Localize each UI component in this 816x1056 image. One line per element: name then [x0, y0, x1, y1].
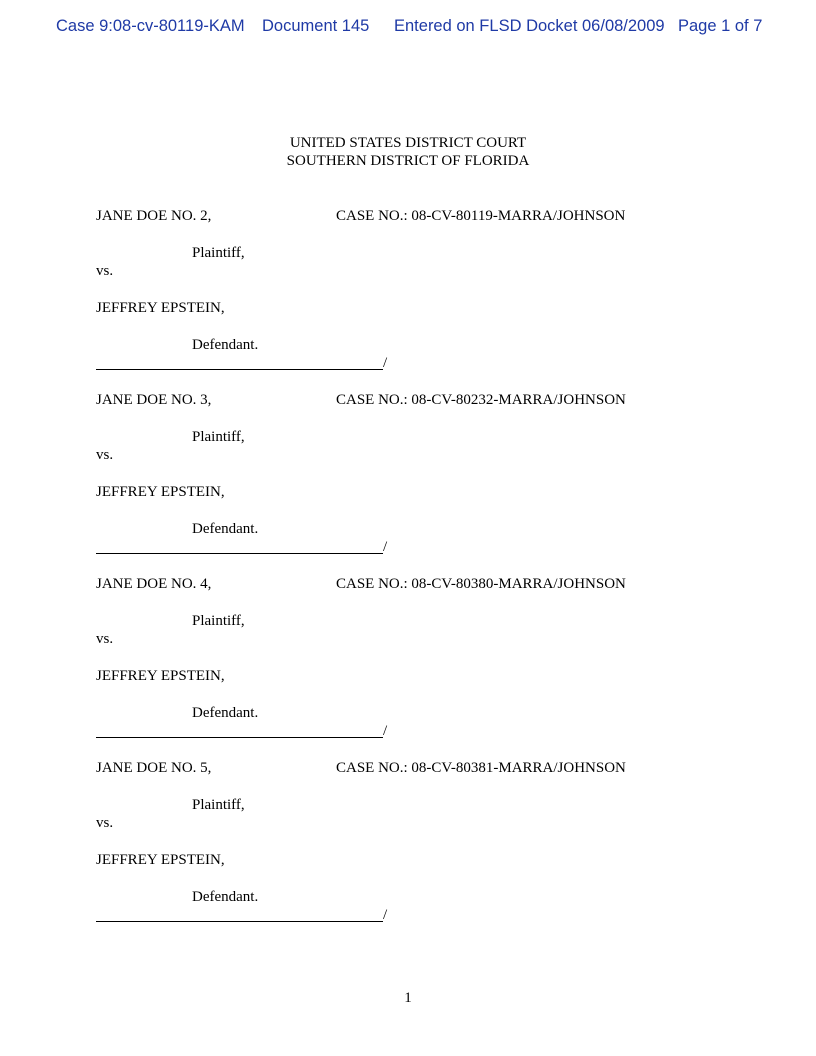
versus-label: vs.: [96, 263, 114, 279]
case-number: CASE NO.: 08-CV-80381-MARRA/JOHNSON: [336, 760, 626, 776]
defendant-name: JEFFREY EPSTEIN,: [96, 852, 225, 868]
defendant-label: Defendant.: [192, 521, 259, 537]
court-name: UNITED STATES DISTRICT COURT: [289, 135, 527, 151]
case-caption: [0, 759, 816, 943]
defendant-name: JEFFREY EPSTEIN,: [96, 668, 225, 684]
case-number: CASE NO.: 08-CV-80119-MARRA/JOHNSON: [336, 208, 626, 224]
caption-slash: /: [383, 723, 388, 739]
versus-label: vs.: [96, 815, 114, 831]
court-district: SOUTHERN DISTRICT OF FLORIDA: [286, 153, 530, 169]
versus-label: vs.: [96, 631, 114, 647]
plaintiff-label: Plaintiff,: [192, 613, 245, 629]
case-caption: [0, 207, 816, 391]
court-title: [0, 134, 816, 170]
case-caption: [0, 575, 816, 759]
header-case-number: Case 9:08-cv-80119-KAM: [56, 17, 245, 35]
page-number: 1: [404, 990, 412, 1006]
plaintiff-label: Plaintiff,: [192, 797, 245, 813]
defendant-name: JEFFREY EPSTEIN,: [96, 300, 225, 316]
docket-header: [0, 17, 816, 39]
caption-slash: /: [383, 907, 388, 923]
header-page-count: Page 1 of 7: [678, 17, 763, 35]
caption-rule: [96, 737, 383, 738]
plaintiff-label: Plaintiff,: [192, 429, 245, 445]
caption-rule: [96, 921, 383, 922]
case-caption: [0, 391, 816, 575]
defendant-label: Defendant.: [192, 337, 259, 353]
caption-rule: [96, 369, 383, 370]
plaintiff-label: Plaintiff,: [192, 245, 245, 261]
caption-slash: /: [383, 355, 388, 371]
caption-rule: [96, 553, 383, 554]
header-docket-entry: Entered on FLSD Docket 06/08/2009: [394, 17, 665, 35]
plaintiff-name: JANE DOE NO. 5,: [96, 760, 212, 776]
header-document-number: Document 145: [262, 17, 370, 35]
case-number: CASE NO.: 08-CV-80380-MARRA/JOHNSON: [336, 576, 626, 592]
defendant-label: Defendant.: [192, 705, 259, 721]
case-number: CASE NO.: 08-CV-80232-MARRA/JOHNSON: [336, 392, 626, 408]
caption-slash: /: [383, 539, 388, 555]
plaintiff-name: JANE DOE NO. 4,: [96, 576, 212, 592]
plaintiff-name: JANE DOE NO. 2,: [96, 208, 212, 224]
plaintiff-name: JANE DOE NO. 3,: [96, 392, 212, 408]
defendant-label: Defendant.: [192, 889, 259, 905]
versus-label: vs.: [96, 447, 114, 463]
defendant-name: JEFFREY EPSTEIN,: [96, 484, 225, 500]
